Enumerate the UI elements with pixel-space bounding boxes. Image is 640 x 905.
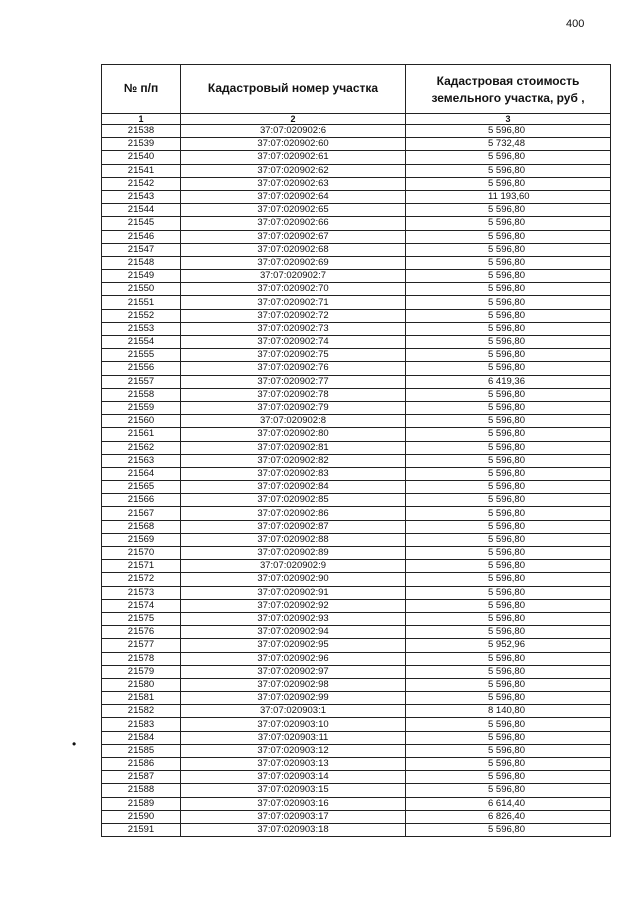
row-number-cell: 21545 — [102, 217, 181, 230]
cadastral-value-cell: 5 596,80 — [406, 454, 611, 467]
table-row — [102, 520, 611, 533]
table-row — [102, 190, 611, 203]
row-number-cell: 21579 — [102, 665, 181, 678]
cadastral-value-cell: 5 596,80 — [406, 612, 611, 625]
table-row — [102, 322, 611, 335]
table-row — [102, 560, 611, 573]
cadastral-number-cell: 37:07:020902:68 — [181, 243, 406, 256]
cadastral-number-cell: 37:07:020902:83 — [181, 467, 406, 480]
row-number-cell: 21571 — [102, 560, 181, 573]
cadastral-value-cell: 5 596,80 — [406, 428, 611, 441]
row-number-cell: 21575 — [102, 612, 181, 625]
cadastral-value-cell: 5 596,80 — [406, 494, 611, 507]
table-row — [102, 401, 611, 414]
table-row — [102, 428, 611, 441]
cadastral-value-cell: 5 596,80 — [406, 151, 611, 164]
table-row — [102, 336, 611, 349]
row-number-cell: 21590 — [102, 810, 181, 823]
cadastral-value-cell: 5 952,96 — [406, 639, 611, 652]
row-number-cell: 21578 — [102, 652, 181, 665]
cadastral-number-cell: 37:07:020902:6 — [181, 125, 406, 138]
column-number: 1 — [102, 114, 181, 125]
cadastral-value-cell: 5 596,80 — [406, 125, 611, 138]
table-row — [102, 481, 611, 494]
cadastral-value-cell: 6 614,40 — [406, 797, 611, 810]
table-row — [102, 388, 611, 401]
cadastral-value-cell: 5 596,80 — [406, 336, 611, 349]
cadastral-number-cell: 37:07:020902:71 — [181, 296, 406, 309]
cadastral-number-cell: 37:07:020902:79 — [181, 401, 406, 414]
cadastral-number-cell: 37:07:020902:87 — [181, 520, 406, 533]
cadastral-value-cell: 5 596,80 — [406, 547, 611, 560]
cadastral-value-cell: 5 596,80 — [406, 481, 611, 494]
table-row — [102, 547, 611, 560]
table-row — [102, 441, 611, 454]
cadastral-value-cell: 5 596,80 — [406, 573, 611, 586]
cadastral-value-cell: 5 596,80 — [406, 296, 611, 309]
row-number-cell: 21549 — [102, 270, 181, 283]
row-number-cell: 21563 — [102, 454, 181, 467]
row-number-cell: 21580 — [102, 678, 181, 691]
row-number-cell: 21557 — [102, 375, 181, 388]
row-number-cell: 21576 — [102, 626, 181, 639]
cadastral-value-cell: 5 596,80 — [406, 256, 611, 269]
row-number-cell: 21574 — [102, 599, 181, 612]
table-row — [102, 454, 611, 467]
row-number-cell: 21562 — [102, 441, 181, 454]
table-row — [102, 731, 611, 744]
row-number-cell: 21567 — [102, 507, 181, 520]
row-number-cell: 21577 — [102, 639, 181, 652]
row-number-cell: 21568 — [102, 520, 181, 533]
cadastral-number-cell: 37:07:020902:72 — [181, 309, 406, 322]
cadastral-value-cell: 6 826,40 — [406, 810, 611, 823]
row-number-cell: 21581 — [102, 692, 181, 705]
cadastral-value-cell: 5 596,80 — [406, 652, 611, 665]
cadastral-number-cell: 37:07:020902:7 — [181, 270, 406, 283]
cadastral-value-cell: 5 596,80 — [406, 784, 611, 797]
row-number-cell: 21569 — [102, 533, 181, 546]
cadastral-number-cell: 37:07:020902:80 — [181, 428, 406, 441]
table-row — [102, 349, 611, 362]
cadastral-value-cell: 5 596,80 — [406, 771, 611, 784]
cadastral-number-cell: 37:07:020902:94 — [181, 626, 406, 639]
row-number-cell: 21565 — [102, 481, 181, 494]
table-row — [102, 230, 611, 243]
cadastral-number-cell: 37:07:020902:89 — [181, 547, 406, 560]
table-row — [102, 639, 611, 652]
cadastral-number-cell: 37:07:020903:12 — [181, 744, 406, 757]
row-number-cell: 21547 — [102, 243, 181, 256]
cadastral-number-cell: 37:07:020902:84 — [181, 481, 406, 494]
row-number-cell: 21554 — [102, 336, 181, 349]
row-number-cell: 21553 — [102, 322, 181, 335]
table-row — [102, 164, 611, 177]
table-row — [102, 718, 611, 731]
row-number-cell: 21583 — [102, 718, 181, 731]
cadastral-value-cell: 5 596,80 — [406, 533, 611, 546]
cadastral-number-cell: 37:07:020902:60 — [181, 138, 406, 151]
header-cadastral-number: Кадастровый номер участка — [181, 65, 406, 114]
row-number-cell: 21585 — [102, 744, 181, 757]
table-row — [102, 823, 611, 836]
table-row — [102, 678, 611, 691]
cadastral-number-cell: 37:07:020902:77 — [181, 375, 406, 388]
table-row — [102, 138, 611, 151]
cadastral-value-cell: 5 596,80 — [406, 309, 611, 322]
cadastral-value-cell: 5 596,80 — [406, 415, 611, 428]
table-row — [102, 705, 611, 718]
column-number: 3 — [406, 114, 611, 125]
cadastral-value-cell: 5 596,80 — [406, 230, 611, 243]
cadastral-value-cell: 5 596,80 — [406, 665, 611, 678]
cadastral-value-cell: 5 596,80 — [406, 441, 611, 454]
row-number-cell: 21555 — [102, 349, 181, 362]
cadastral-number-cell: 37:07:020902:90 — [181, 573, 406, 586]
cadastral-number-cell: 37:07:020902:92 — [181, 599, 406, 612]
cadastral-value-cell: 5 596,80 — [406, 388, 611, 401]
cadastral-value-cell: 5 732,48 — [406, 138, 611, 151]
header-row-number: № п/п — [102, 65, 181, 114]
table-row — [102, 758, 611, 771]
row-number-cell: 21589 — [102, 797, 181, 810]
cadastral-value-table — [101, 64, 611, 837]
cadastral-number-cell: 37:07:020902:95 — [181, 639, 406, 652]
table-row — [102, 177, 611, 190]
cadastral-value-cell: 5 596,80 — [406, 270, 611, 283]
row-number-cell: 21542 — [102, 177, 181, 190]
cadastral-number-cell: 37:07:020902:74 — [181, 336, 406, 349]
table-row — [102, 309, 611, 322]
row-number-cell: 21544 — [102, 204, 181, 217]
table-row — [102, 586, 611, 599]
cadastral-number-cell: 37:07:020903:14 — [181, 771, 406, 784]
table-row — [102, 784, 611, 797]
table-row — [102, 415, 611, 428]
cadastral-value-cell: 5 596,80 — [406, 283, 611, 296]
cadastral-value-cell: 5 596,80 — [406, 204, 611, 217]
table-row — [102, 810, 611, 823]
cadastral-number-cell: 37:07:020902:96 — [181, 652, 406, 665]
cadastral-value-cell: 6 419,36 — [406, 375, 611, 388]
table-row — [102, 797, 611, 810]
table-row — [102, 217, 611, 230]
cadastral-number-cell: 37:07:020903:17 — [181, 810, 406, 823]
cadastral-number-cell: 37:07:020903:18 — [181, 823, 406, 836]
cadastral-number-cell: 37:07:020902:70 — [181, 283, 406, 296]
cadastral-value-cell: 5 596,80 — [406, 744, 611, 757]
row-number-cell: 21588 — [102, 784, 181, 797]
cadastral-number-cell: 37:07:020902:9 — [181, 560, 406, 573]
cadastral-value-cell: 5 596,80 — [406, 217, 611, 230]
row-number-cell: 21561 — [102, 428, 181, 441]
row-number-cell: 21586 — [102, 758, 181, 771]
table-row — [102, 125, 611, 138]
header-cadastral-value: Кадастровая стоимость земельного участка, руб , — [406, 65, 611, 114]
table-row — [102, 507, 611, 520]
table-row — [102, 375, 611, 388]
cadastral-value-cell: 5 596,80 — [406, 507, 611, 520]
row-number-cell: 21587 — [102, 771, 181, 784]
cadastral-number-cell: 37:07:020902:61 — [181, 151, 406, 164]
row-number-cell: 21556 — [102, 362, 181, 375]
table-row — [102, 626, 611, 639]
table-row — [102, 151, 611, 164]
cadastral-value-cell: 5 596,80 — [406, 401, 611, 414]
cadastral-number-cell: 37:07:020902:81 — [181, 441, 406, 454]
row-number-cell: 21559 — [102, 401, 181, 414]
cadastral-value-cell: 5 596,80 — [406, 177, 611, 190]
table-row — [102, 270, 611, 283]
cadastral-number-cell: 37:07:020902:93 — [181, 612, 406, 625]
table-row — [102, 612, 611, 625]
table-header — [102, 65, 611, 125]
cadastral-value-cell: 5 596,80 — [406, 692, 611, 705]
cadastral-number-cell: 37:07:020903:16 — [181, 797, 406, 810]
row-number-cell: 21551 — [102, 296, 181, 309]
table-row — [102, 243, 611, 256]
cadastral-number-cell: 37:07:020902:8 — [181, 415, 406, 428]
cadastral-value-cell: 5 596,80 — [406, 322, 611, 335]
cadastral-value-cell: 5 596,80 — [406, 678, 611, 691]
table-row — [102, 573, 611, 586]
table-row — [102, 296, 611, 309]
cadastral-value-cell: 5 596,80 — [406, 362, 611, 375]
cadastral-number-cell: 37:07:020902:65 — [181, 204, 406, 217]
cadastral-number-cell: 37:07:020902:82 — [181, 454, 406, 467]
cadastral-number-cell: 37:07:020902:66 — [181, 217, 406, 230]
table-row — [102, 771, 611, 784]
cadastral-value-cell: 5 596,80 — [406, 164, 611, 177]
cadastral-number-cell: 37:07:020902:85 — [181, 494, 406, 507]
table-row — [102, 256, 611, 269]
row-number-cell: 21552 — [102, 309, 181, 322]
cadastral-number-cell: 37:07:020903:13 — [181, 758, 406, 771]
table-row — [102, 599, 611, 612]
cadastral-number-cell: 37:07:020902:64 — [181, 190, 406, 203]
cadastral-number-cell: 37:07:020903:1 — [181, 705, 406, 718]
cadastral-number-cell: 37:07:020902:97 — [181, 665, 406, 678]
cadastral-value-cell: 5 596,80 — [406, 731, 611, 744]
cadastral-value-cell: 5 596,80 — [406, 599, 611, 612]
row-number-cell: 21572 — [102, 573, 181, 586]
cadastral-number-cell: 37:07:020902:69 — [181, 256, 406, 269]
row-number-cell: 21548 — [102, 256, 181, 269]
table-row — [102, 652, 611, 665]
row-number-cell: 21570 — [102, 547, 181, 560]
cadastral-number-cell: 37:07:020902:75 — [181, 349, 406, 362]
cadastral-value-cell: 11 193,60 — [406, 190, 611, 203]
cadastral-number-cell: 37:07:020902:73 — [181, 322, 406, 335]
cadastral-value-cell: 5 596,80 — [406, 823, 611, 836]
table-row — [102, 692, 611, 705]
cadastral-number-cell: 37:07:020903:15 — [181, 784, 406, 797]
column-number: 2 — [181, 114, 406, 125]
cadastral-value-cell: 5 596,80 — [406, 349, 611, 362]
table-row — [102, 283, 611, 296]
cadastral-number-cell: 37:07:020902:91 — [181, 586, 406, 599]
cadastral-value-cell: 5 596,80 — [406, 586, 611, 599]
table-row — [102, 533, 611, 546]
row-number-cell: 21582 — [102, 705, 181, 718]
row-number-cell: 21538 — [102, 125, 181, 138]
cadastral-value-cell: 5 596,80 — [406, 718, 611, 731]
row-number-cell: 21543 — [102, 190, 181, 203]
cadastral-value-cell: 5 596,80 — [406, 626, 611, 639]
cadastral-number-cell: 37:07:020902:86 — [181, 507, 406, 520]
cadastral-value-cell: 5 596,80 — [406, 560, 611, 573]
table-row — [102, 494, 611, 507]
margin-mark: • — [72, 737, 77, 751]
row-number-cell: 21539 — [102, 138, 181, 151]
table-row — [102, 204, 611, 217]
cadastral-number-cell: 37:07:020902:67 — [181, 230, 406, 243]
cadastral-value-cell: 5 596,80 — [406, 520, 611, 533]
page-number: 400 — [566, 18, 585, 30]
row-number-cell: 21573 — [102, 586, 181, 599]
row-number-cell: 21591 — [102, 823, 181, 836]
cadastral-value-cell: 8 140,80 — [406, 705, 611, 718]
cadastral-number-cell: 37:07:020902:76 — [181, 362, 406, 375]
table-row — [102, 665, 611, 678]
row-number-cell: 21566 — [102, 494, 181, 507]
cadastral-number-cell: 37:07:020902:88 — [181, 533, 406, 546]
table-row — [102, 362, 611, 375]
row-number-cell: 21546 — [102, 230, 181, 243]
cadastral-number-cell: 37:07:020902:98 — [181, 678, 406, 691]
table-row — [102, 467, 611, 480]
row-number-cell: 21541 — [102, 164, 181, 177]
row-number-cell: 21560 — [102, 415, 181, 428]
cadastral-number-cell: 37:07:020902:78 — [181, 388, 406, 401]
table-row — [102, 744, 611, 757]
row-number-cell: 21584 — [102, 731, 181, 744]
cadastral-number-cell: 37:07:020902:63 — [181, 177, 406, 190]
cadastral-value-cell: 5 596,80 — [406, 758, 611, 771]
cadastral-number-cell: 37:07:020903:10 — [181, 718, 406, 731]
cadastral-number-cell: 37:07:020902:99 — [181, 692, 406, 705]
row-number-cell: 21564 — [102, 467, 181, 480]
cadastral-number-cell: 37:07:020903:11 — [181, 731, 406, 744]
cadastral-value-cell: 5 596,80 — [406, 243, 611, 256]
row-number-cell: 21550 — [102, 283, 181, 296]
row-number-cell: 21558 — [102, 388, 181, 401]
cadastral-value-cell: 5 596,80 — [406, 467, 611, 480]
row-number-cell: 21540 — [102, 151, 181, 164]
cadastral-number-cell: 37:07:020902:62 — [181, 164, 406, 177]
table-body — [102, 125, 611, 837]
